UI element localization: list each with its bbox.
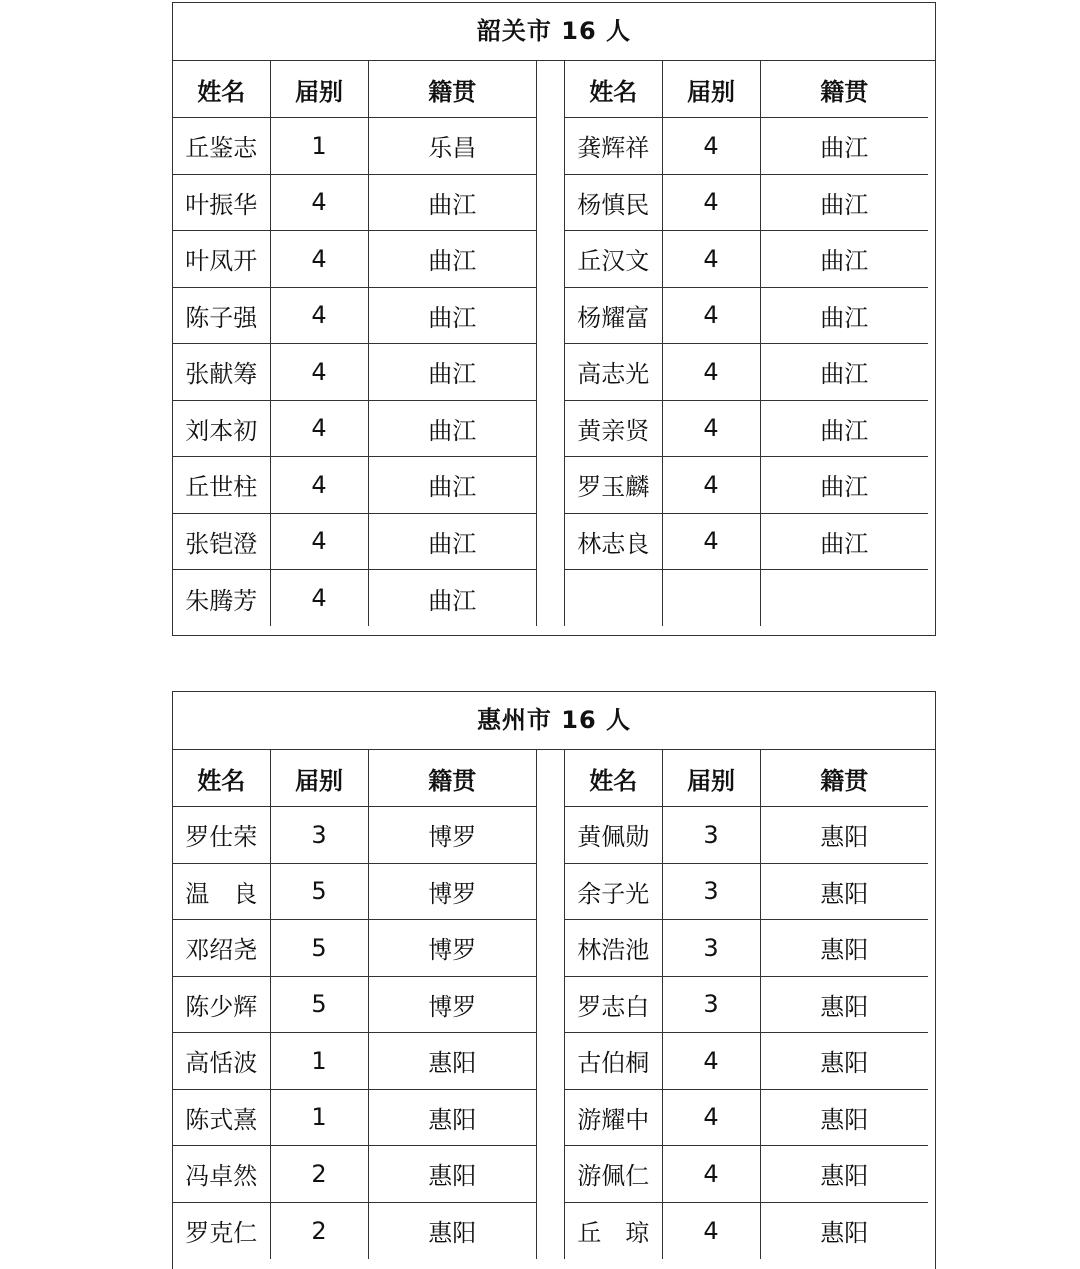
cell-origin (760, 570, 928, 627)
section-columns (173, 61, 935, 626)
table-row (565, 1089, 928, 1146)
cell-origin: 曲江 (368, 457, 536, 514)
table-row (173, 231, 536, 288)
table-row (565, 1033, 928, 1090)
cell-name: 刘本初 (173, 400, 270, 457)
table-row (565, 920, 928, 977)
cell-name: 高志光 (565, 344, 662, 401)
cell-origin: 曲江 (760, 174, 928, 231)
cell-name: 叶振华 (173, 174, 270, 231)
section-huizhou (172, 691, 936, 1269)
table-body (173, 61, 536, 626)
cell-term: 4 (270, 400, 368, 457)
table-row (173, 920, 536, 977)
cell-name: 罗志白 (565, 976, 662, 1033)
cell-origin: 博罗 (368, 920, 536, 977)
cell-term: 3 (270, 807, 368, 864)
cell-name: 杨耀富 (565, 287, 662, 344)
table-row (565, 1202, 928, 1259)
cell-term: 3 (662, 807, 760, 864)
cell-term: 5 (270, 976, 368, 1033)
cell-origin: 曲江 (760, 344, 928, 401)
cell-term (662, 570, 760, 627)
cell-origin: 惠阳 (760, 1033, 928, 1090)
cell-term: 4 (662, 400, 760, 457)
table-row (565, 400, 928, 457)
table-right-half (564, 61, 928, 626)
cell-term: 2 (270, 1146, 368, 1203)
cell-origin: 惠阳 (760, 807, 928, 864)
table-row (173, 976, 536, 1033)
header-name: 姓名 (173, 61, 270, 118)
cell-name: 陈少辉 (173, 976, 270, 1033)
cell-origin: 曲江 (760, 457, 928, 514)
header-term: 届别 (270, 750, 368, 807)
header-name: 姓名 (565, 750, 662, 807)
table-row (173, 863, 536, 920)
table-row (173, 118, 536, 175)
cell-term: 4 (270, 287, 368, 344)
cell-origin: 惠阳 (760, 1146, 928, 1203)
table-row (173, 1089, 536, 1146)
cell-origin: 惠阳 (760, 863, 928, 920)
cell-origin: 惠阳 (368, 1089, 536, 1146)
cell-name: 高恬波 (173, 1033, 270, 1090)
cell-origin: 曲江 (368, 287, 536, 344)
cell-term: 1 (270, 1033, 368, 1090)
cell-origin: 曲江 (760, 231, 928, 288)
cell-name: 杨慎民 (565, 174, 662, 231)
roster-table (565, 61, 928, 626)
table-row (173, 287, 536, 344)
header-origin: 籍贯 (760, 61, 928, 118)
cell-name: 黄佩勋 (565, 807, 662, 864)
cell-origin: 惠阳 (428, 1219, 477, 1247)
cell-term: 3 (662, 863, 760, 920)
cell-origin: 曲江 (760, 513, 928, 570)
cell-name: 温 良 (173, 863, 270, 920)
cell-name: 古伯桐 (565, 1033, 662, 1090)
header-origin: 籍贯 (368, 61, 536, 118)
cell-name: 陈子强 (173, 287, 270, 344)
header-name: 姓名 (173, 750, 270, 807)
cell-origin: 曲江 (368, 344, 536, 401)
header-term: 届别 (270, 61, 368, 118)
header-origin: 籍贯 (760, 750, 928, 807)
cell-origin: 曲江 (760, 287, 928, 344)
cell-term: 4 (662, 513, 760, 570)
table-row (565, 231, 928, 288)
table-row (565, 118, 928, 175)
roster-table (173, 61, 536, 626)
cell-name: 邓绍尧 (173, 920, 270, 977)
header-row (565, 750, 928, 807)
cell-name: 游耀中 (565, 1089, 662, 1146)
cell-origin: 博罗 (368, 863, 536, 920)
table-row (173, 1202, 536, 1259)
cell-origin: 曲江 (760, 118, 928, 175)
cell-term: 1 (270, 1089, 368, 1146)
cell-name: 冯卓然 (173, 1146, 270, 1203)
header-term: 届别 (662, 61, 760, 118)
cell-origin: 曲江 (368, 174, 536, 231)
table-row (565, 287, 928, 344)
cell-term: 4 (662, 457, 760, 514)
section-shaoguan (172, 2, 936, 636)
cell-name: 叶凤开 (173, 231, 270, 288)
table-row (173, 807, 536, 864)
cell-term: 4 (662, 344, 760, 401)
cell-origin: 博罗 (368, 976, 536, 1033)
cell-name: 罗玉麟 (565, 457, 662, 514)
cell-origin: 曲江 (368, 400, 536, 457)
table-row (173, 457, 536, 514)
table-row (173, 1146, 536, 1203)
cell-name: 张铠澄 (173, 513, 270, 570)
cell-name: 龚辉祥 (565, 118, 662, 175)
cell-name: 林志良 (565, 513, 662, 570)
table-row (173, 400, 536, 457)
cell-name: 张献筹 (173, 344, 270, 401)
cell-term: 4 (662, 1033, 760, 1090)
cell-name: 丘汉文 (565, 231, 662, 288)
cell-term: 5 (270, 920, 368, 977)
cell-name: 丘鉴志 (173, 118, 270, 175)
section-title: 韶关市 16 人 (173, 3, 935, 61)
table-row (565, 174, 928, 231)
cell-term: 3 (662, 920, 760, 977)
cell-origin: 曲江 (368, 231, 536, 288)
table-row (173, 570, 536, 627)
cell-term: 3 (662, 976, 760, 1033)
cell-term: 1 (270, 118, 368, 175)
section-columns (173, 750, 935, 1259)
table-row (565, 863, 928, 920)
cell-term: 4 (662, 287, 760, 344)
cell-origin: 惠阳 (368, 1146, 536, 1203)
cell-origin: 曲江 (760, 400, 928, 457)
cell-origin: 曲江 (368, 513, 536, 570)
table-row (565, 1146, 928, 1203)
cell-name: 罗克仁 (173, 1202, 270, 1259)
column-gap (537, 61, 564, 626)
section-title: 惠州市 16 人 (173, 692, 935, 750)
cell-term: 4 (270, 457, 368, 514)
table-row (565, 344, 928, 401)
table-right-half (564, 750, 928, 1259)
table-row-empty (565, 570, 928, 627)
cell-origin: 惠阳 (820, 1219, 869, 1247)
header-row (173, 61, 536, 118)
cell-name: 朱腾芳 (173, 570, 270, 627)
cell-term: 4 (662, 1089, 760, 1146)
cell-term: 2 (270, 1202, 368, 1259)
cell-term: 4 (270, 570, 368, 627)
cell-term: 4 (270, 344, 368, 401)
table-row (565, 513, 928, 570)
table-row (565, 807, 928, 864)
cell-name: 余子光 (565, 863, 662, 920)
table-left-half (173, 750, 537, 1259)
header-origin: 籍贯 (368, 750, 536, 807)
header-row (565, 61, 928, 118)
cell-term: 4 (662, 1202, 760, 1259)
cell-term: 4 (270, 513, 368, 570)
table-body (565, 750, 928, 1259)
cell-origin: 博罗 (368, 807, 536, 864)
cell-name (565, 570, 662, 627)
table-body (565, 61, 928, 626)
table-row (173, 1033, 536, 1090)
cell-name: 陈式熹 (173, 1089, 270, 1146)
cell-term: 4 (270, 174, 368, 231)
table-row (173, 344, 536, 401)
cell-origin: 惠阳 (760, 920, 928, 977)
roster-table (173, 750, 536, 1259)
cell-term: 5 (270, 863, 368, 920)
table-body (173, 750, 536, 1259)
cell-term: 4 (662, 231, 760, 288)
cell-origin: 曲江 (428, 586, 477, 615)
cell-term: 4 (662, 174, 760, 231)
cell-origin: 惠阳 (760, 1089, 928, 1146)
table-row (173, 174, 536, 231)
cell-name: 林浩池 (565, 920, 662, 977)
table-row (565, 457, 928, 514)
header-row (173, 750, 536, 807)
table-row (173, 513, 536, 570)
header-term: 届别 (662, 750, 760, 807)
column-gap (537, 750, 564, 1259)
cell-name: 黄亲贤 (565, 400, 662, 457)
cell-term: 4 (662, 118, 760, 175)
cell-origin: 惠阳 (760, 976, 928, 1033)
cell-name: 罗仕荣 (173, 807, 270, 864)
table-row (565, 976, 928, 1033)
cell-name: 丘世柱 (173, 457, 270, 514)
cell-name: 游佩仁 (565, 1146, 662, 1203)
header-name: 姓名 (565, 61, 662, 118)
cell-term: 4 (662, 1146, 760, 1203)
cell-term: 4 (270, 231, 368, 288)
cell-origin: 惠阳 (368, 1033, 536, 1090)
table-left-half (173, 61, 537, 626)
cell-name: 丘 琼 (565, 1202, 662, 1259)
cell-origin: 乐昌 (368, 118, 536, 175)
roster-table (565, 750, 928, 1259)
